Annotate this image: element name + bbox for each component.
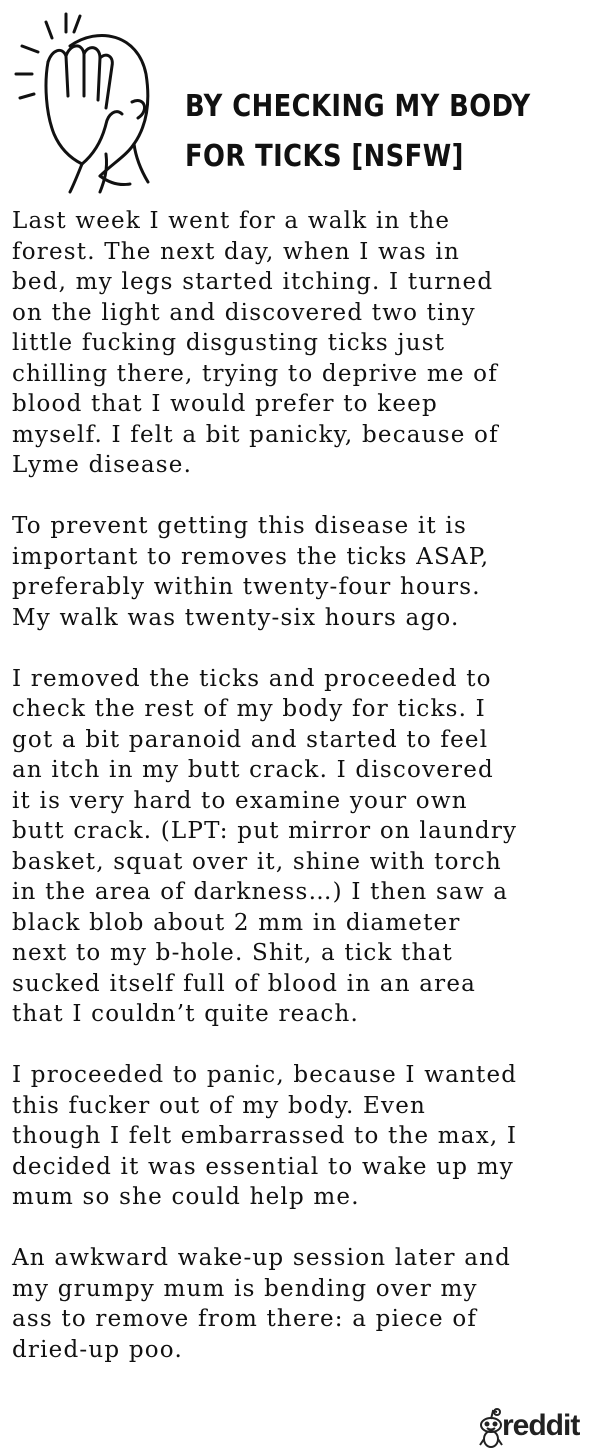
title-line-2: FOR TICKS [NSFW]: [185, 139, 464, 174]
story-paragraph-1: Last week I went for a walk in the forest. The next day, when I was in bed, my legs started itching. I turned on the light and discovered two tiny little fucking disgusting ticks just chilling there, trying to deprive me of blood that I would prefer to keep myself. I felt a bit panicky, because of Lyme disease.: [12, 208, 499, 478]
story-paragraph-5: An awkward wake-up session later and my grumpy mum is bending over my ass to remove from there: a piece of dried-up poo.: [12, 1245, 512, 1363]
reddit-watermark: [478, 1407, 588, 1451]
story-body: [12, 206, 597, 1396]
title-line-1: BY CHECKING MY BODY: [185, 89, 531, 124]
facepalm-icon: [8, 4, 168, 194]
page-title: [185, 82, 529, 182]
header: [0, 0, 600, 200]
story-paragraph-2: To prevent getting this disease it is important to removes the ticks ASAP, preferably within twenty-four hours. My walk was twenty-six hours ago.: [12, 513, 490, 631]
story-paragraph-3: I removed the ticks and proceeded to check the rest of my body for ticks. I got a bit paranoid and started to feel an itch in my butt crack. I discovered it is very hard to examine your own butt crack. (LPT: put mirror on laundry basket, squat over it, shine with torch in the area of darkness…) I then saw a black blob about 2 mm in diameter next to my b-hole. Shit, a tick that sucked itself full of blood in an area that I couldn’t quite reach.: [12, 665, 518, 1027]
reddit-alien-icon: [478, 1407, 504, 1451]
story-paragraph-4: I proceeded to panic, because I wanted this fucker out of my body. Even though I felt embarrassed to the max, I decided it was essential to wake up my mum so she could help me.: [12, 1062, 518, 1210]
reddit-wordmark: reddit: [502, 1409, 580, 1442]
